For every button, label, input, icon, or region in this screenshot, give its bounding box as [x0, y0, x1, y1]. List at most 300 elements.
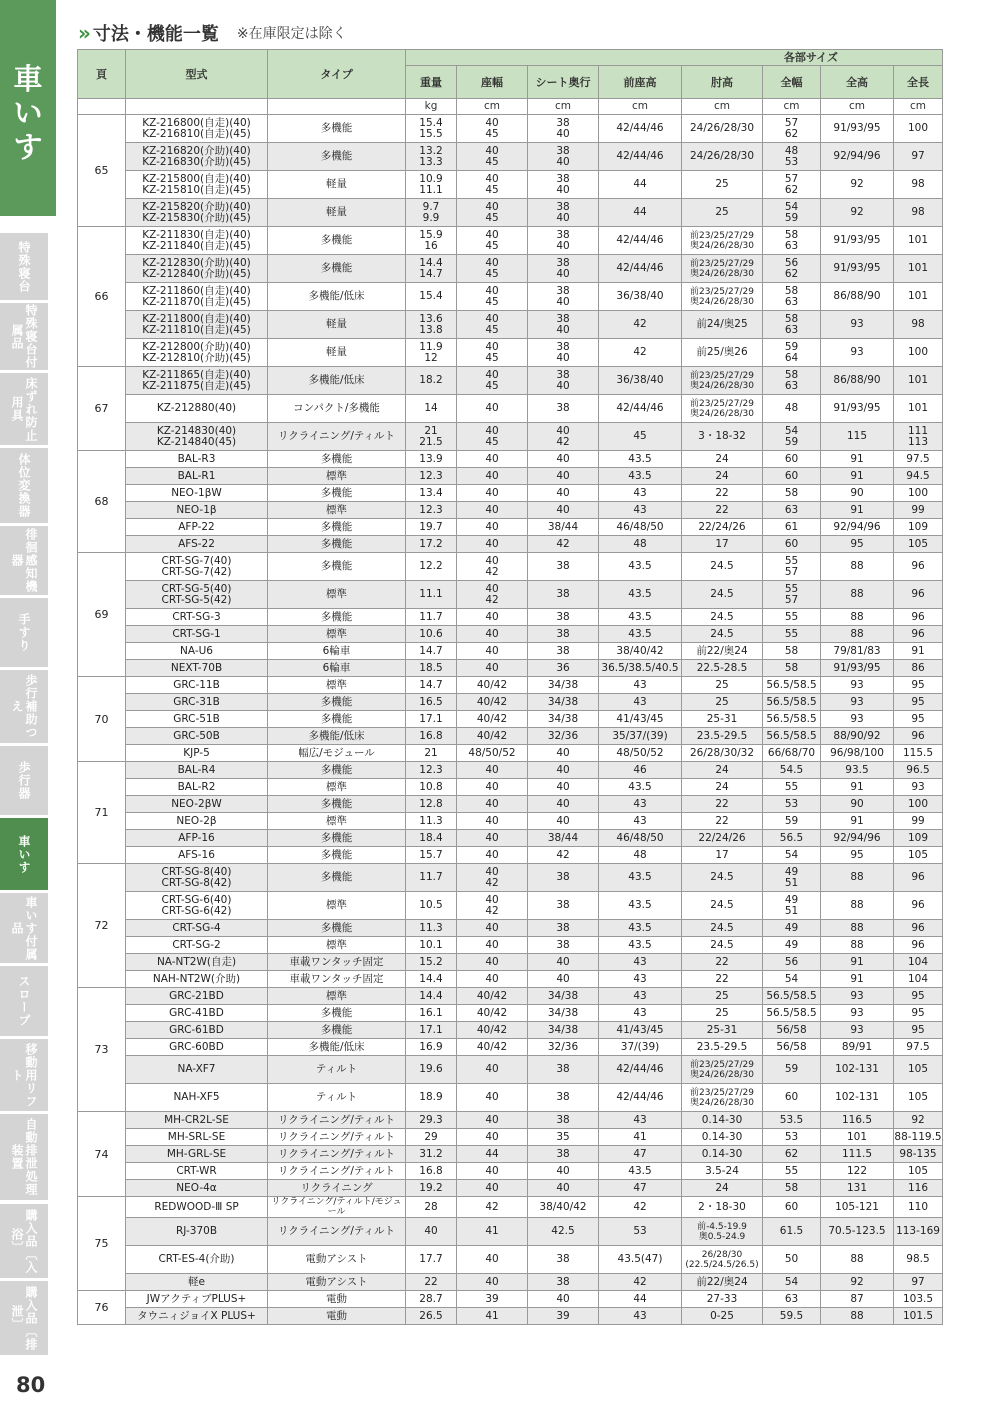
seat-depth-cell: 38 40	[528, 143, 599, 171]
model-cell: NEO-2βW	[126, 796, 268, 813]
overall-width-cell: 58	[763, 643, 821, 660]
type-cell: 軽量	[268, 199, 406, 227]
overall-width-cell: 56.5/58.5	[763, 694, 821, 711]
seat-depth-cell: 40	[528, 451, 599, 468]
seat-width-cell: 40	[457, 485, 528, 502]
sidebar-item[interactable]	[0, 893, 48, 963]
table-row	[78, 468, 943, 485]
table-row	[78, 1039, 943, 1056]
overall-width-cell: 57 62	[763, 115, 821, 143]
overall-height-cell: 88	[821, 553, 894, 581]
arm-height-cell: 3.5-24	[682, 1163, 763, 1180]
weight-cell: 11.3	[406, 813, 457, 830]
sidebar-item[interactable]	[0, 526, 48, 595]
sidebar-item[interactable]	[0, 818, 48, 890]
arm-height-cell: 0-25	[682, 1308, 763, 1325]
overall-length-cell: 99	[894, 813, 943, 830]
type-cell: リクライニング/ティルト	[268, 1146, 406, 1163]
unit-overall-length: cm	[894, 99, 943, 115]
seat-depth-cell: 34/38	[528, 988, 599, 1005]
overall-width-cell: 50	[763, 1246, 821, 1274]
model-cell: REDWOOD-Ⅲ SP	[126, 1197, 268, 1218]
seat-width-cell: 40	[457, 660, 528, 677]
model-cell: KZ-211860(自走)(40) KZ-211870(自走)(45)	[126, 283, 268, 311]
arm-height-cell: 0.14-30	[682, 1112, 763, 1129]
arm-height-cell: 前23/25/27/29 奥24/26/28/30	[682, 1084, 763, 1112]
sidebar-item[interactable]	[0, 1204, 48, 1278]
front-seat-height-cell: 42/44/46	[599, 1084, 682, 1112]
arm-height-cell: 24.5	[682, 626, 763, 643]
table-row	[78, 711, 943, 728]
seat-width-cell: 40	[457, 626, 528, 643]
overall-width-cell: 61.5	[763, 1218, 821, 1246]
model-cell: GRC-41BD	[126, 1005, 268, 1022]
seat-depth-cell: 38	[528, 1084, 599, 1112]
seat-depth-cell: 38	[528, 864, 599, 892]
arm-height-cell: 前23/25/27/29 奥24/26/28/30	[682, 283, 763, 311]
type-cell: 軽量	[268, 311, 406, 339]
table-row	[78, 1218, 943, 1246]
overall-width-cell: 56.5/58.5	[763, 988, 821, 1005]
sidebar-item-label: 車いす付属品	[10, 895, 38, 961]
col-header-overall-width: 全幅	[763, 66, 821, 99]
overall-width-cell: 59	[763, 1056, 821, 1084]
weight-cell: 14.4	[406, 988, 457, 1005]
overall-width-cell: 53	[763, 1129, 821, 1146]
weight-cell: 17.1	[406, 711, 457, 728]
page-ref-cell: 72	[78, 864, 126, 988]
arm-height-cell: 24	[682, 451, 763, 468]
overall-width-cell: 62	[763, 1146, 821, 1163]
seat-depth-cell: 40 42	[528, 423, 599, 451]
seat-depth-cell: 40	[528, 954, 599, 971]
overall-length-cell: 113-169	[894, 1218, 943, 1246]
model-cell: CRT-SG-6(40) CRT-SG-6(42)	[126, 892, 268, 920]
sidebar-item[interactable]	[0, 670, 48, 743]
seat-depth-cell: 38	[528, 1274, 599, 1291]
table-row	[78, 988, 943, 1005]
model-cell: AFS-22	[126, 536, 268, 553]
arm-height-cell: 0.14-30	[682, 1129, 763, 1146]
front-seat-height-cell: 42	[599, 339, 682, 367]
sidebar-item[interactable]	[0, 966, 48, 1036]
overall-height-cell: 91	[821, 451, 894, 468]
type-cell: 多機能	[268, 255, 406, 283]
arm-height-cell: 前22/奥24	[682, 643, 763, 660]
model-cell: BAL-R3	[126, 451, 268, 468]
sidebar-item[interactable]	[0, 598, 48, 667]
arm-height-cell: 22	[682, 485, 763, 502]
model-cell: タウニィジョイX PLUS+	[126, 1308, 268, 1325]
type-cell: リクライニング/ティルト	[268, 1163, 406, 1180]
table-row	[78, 115, 943, 143]
weight-cell: 10.9 11.1	[406, 171, 457, 199]
overall-length-cell: 97	[894, 143, 943, 171]
front-seat-height-cell: 42/44/46	[599, 1056, 682, 1084]
type-cell: 多機能/低床	[268, 728, 406, 745]
overall-length-cell: 105	[894, 847, 943, 864]
overall-width-cell: 58	[763, 660, 821, 677]
sidebar-item-label: 歩行器	[17, 761, 31, 800]
page-ref-cell: 70	[78, 677, 126, 762]
model-cell: KZ-211830(自走)(40) KZ-211840(自走)(45)	[126, 227, 268, 255]
seat-depth-cell: 40	[528, 971, 599, 988]
weight-cell: 11.7	[406, 609, 457, 626]
sidebar-item[interactable]	[0, 746, 48, 815]
overall-length-cell: 105	[894, 1163, 943, 1180]
type-cell: 多機能	[268, 451, 406, 468]
overall-width-cell: 55 57	[763, 581, 821, 609]
model-cell: NEXT-70B	[126, 660, 268, 677]
arm-height-cell: 25	[682, 1005, 763, 1022]
table-row	[78, 1180, 943, 1197]
arm-height-cell: 24/26/28/30	[682, 115, 763, 143]
front-seat-height-cell: 42/44/46	[599, 143, 682, 171]
model-cell: KJP-5	[126, 745, 268, 762]
table-row	[78, 813, 943, 830]
overall-length-cell: 95	[894, 711, 943, 728]
seat-depth-cell: 40	[528, 1291, 599, 1308]
overall-width-cell: 56.5/58.5	[763, 1005, 821, 1022]
table-row	[78, 1112, 943, 1129]
model-cell: CRT-SG-7(40) CRT-SG-7(42)	[126, 553, 268, 581]
overall-height-cell: 70.5-123.5	[821, 1218, 894, 1246]
weight-cell: 15.9 16	[406, 227, 457, 255]
weight-cell: 16.8	[406, 728, 457, 745]
overall-length-cell: 111 113	[894, 423, 943, 451]
weight-cell: 18.5	[406, 660, 457, 677]
weight-cell: 10.1	[406, 937, 457, 954]
table-row	[78, 1274, 943, 1291]
overall-width-cell: 49	[763, 937, 821, 954]
seat-width-cell: 40/42	[457, 694, 528, 711]
weight-cell: 26.5	[406, 1308, 457, 1325]
arm-height-cell: 前23/25/27/29 奥24/26/28/30	[682, 367, 763, 395]
seat-depth-cell: 34/38	[528, 694, 599, 711]
sidebar-item-label: 徘徊感知機器	[10, 528, 38, 593]
front-seat-height-cell: 43	[599, 796, 682, 813]
seat-width-cell: 40 45	[457, 283, 528, 311]
table-row	[78, 728, 943, 745]
unit-seat-width: cm	[457, 99, 528, 115]
table-row	[78, 1022, 943, 1039]
overall-width-cell: 55	[763, 609, 821, 626]
front-seat-height-cell: 45	[599, 423, 682, 451]
type-cell: 多機能	[268, 485, 406, 502]
seat-width-cell: 40 45	[457, 367, 528, 395]
overall-length-cell: 94.5	[894, 468, 943, 485]
type-cell: 6輪車	[268, 660, 406, 677]
overall-height-cell: 90	[821, 796, 894, 813]
overall-height-cell: 92/94/96	[821, 519, 894, 536]
col-header-overall-length: 全長	[894, 66, 943, 99]
front-seat-height-cell: 46	[599, 762, 682, 779]
unit-seat-depth: cm	[528, 99, 599, 115]
seat-depth-cell: 38 40	[528, 339, 599, 367]
page-ref-cell: 66	[78, 227, 126, 367]
model-cell: NA-U6	[126, 643, 268, 660]
sidebar-item-label: 移動用リフト	[10, 1042, 38, 1108]
overall-length-cell: 98	[894, 199, 943, 227]
weight-cell: 18.9	[406, 1084, 457, 1112]
sidebar-current-category[interactable]	[0, 0, 56, 216]
front-seat-height-cell: 43.5(47)	[599, 1246, 682, 1274]
model-cell: CRT-SG-3	[126, 609, 268, 626]
overall-width-cell: 55	[763, 626, 821, 643]
table-row	[78, 954, 943, 971]
front-seat-height-cell: 43.5	[599, 553, 682, 581]
overall-height-cell: 88	[821, 609, 894, 626]
front-seat-height-cell: 43.5	[599, 892, 682, 920]
type-cell: 標準	[268, 502, 406, 519]
arm-height-cell: 17	[682, 847, 763, 864]
type-cell: 標準	[268, 468, 406, 485]
type-cell: ティルト	[268, 1056, 406, 1084]
overall-height-cell: 91/93/95	[821, 227, 894, 255]
page-ref-cell: 75	[78, 1197, 126, 1291]
seat-depth-cell: 34/38	[528, 711, 599, 728]
overall-height-cell: 92	[821, 1274, 894, 1291]
arm-height-cell: 25-31	[682, 1022, 763, 1039]
front-seat-height-cell: 43.5	[599, 468, 682, 485]
table-row	[78, 1005, 943, 1022]
seat-width-cell: 40	[457, 971, 528, 988]
table-row	[78, 581, 943, 609]
arm-height-cell: 25	[682, 677, 763, 694]
arm-height-cell: 24.5	[682, 864, 763, 892]
overall-length-cell: 115.5	[894, 745, 943, 762]
front-seat-height-cell: 43.5	[599, 864, 682, 892]
front-seat-height-cell: 48/50/52	[599, 745, 682, 762]
arm-height-cell: 22/24/26	[682, 830, 763, 847]
overall-width-cell: 48	[763, 395, 821, 423]
overall-height-cell: 93	[821, 311, 894, 339]
seat-width-cell: 40	[457, 536, 528, 553]
seat-depth-cell: 38 40	[528, 311, 599, 339]
overall-width-cell: 55	[763, 1163, 821, 1180]
table-row	[78, 502, 943, 519]
front-seat-height-cell: 43	[599, 502, 682, 519]
unit-front-seat-height: cm	[599, 99, 682, 115]
sidebar-item-label: 床ずれ防止用具	[10, 376, 38, 442]
front-seat-height-cell: 42/44/46	[599, 395, 682, 423]
sidebar-item[interactable]	[0, 1281, 48, 1355]
overall-height-cell: 91/93/95	[821, 115, 894, 143]
col-header-page: 頁	[78, 50, 126, 99]
unit-overall-width: cm	[763, 99, 821, 115]
seat-width-cell: 40	[457, 796, 528, 813]
table-row	[78, 199, 943, 227]
sidebar-item[interactable]	[0, 233, 48, 300]
seat-depth-cell: 40	[528, 1163, 599, 1180]
arm-height-cell: 24.5	[682, 553, 763, 581]
sidebar-item[interactable]	[0, 448, 48, 523]
seat-width-cell: 40/42	[457, 711, 528, 728]
col-header-type: タイプ	[268, 50, 406, 99]
table-row	[78, 847, 943, 864]
sidebar-item-label: 体位変換器	[17, 453, 31, 518]
table-row	[78, 609, 943, 626]
overall-length-cell: 100	[894, 115, 943, 143]
type-cell: 多機能	[268, 694, 406, 711]
weight-cell: 13.4	[406, 485, 457, 502]
table-row	[78, 1146, 943, 1163]
model-cell: KZ-214830(40) KZ-214840(45)	[126, 423, 268, 451]
arm-height-cell: 22	[682, 796, 763, 813]
arm-height-cell: 25	[682, 694, 763, 711]
col-header-seat-depth: シート奥行	[528, 66, 599, 99]
table-row	[78, 762, 943, 779]
seat-width-cell: 40 42	[457, 553, 528, 581]
weight-cell: 11.1	[406, 581, 457, 609]
weight-cell: 21	[406, 745, 457, 762]
type-cell: リクライニング/ティルト	[268, 1218, 406, 1246]
type-cell: 多機能	[268, 519, 406, 536]
overall-height-cell: 91	[821, 502, 894, 519]
overall-length-cell: 100	[894, 339, 943, 367]
seat-depth-cell: 38 40	[528, 227, 599, 255]
weight-cell: 12.2	[406, 553, 457, 581]
overall-height-cell: 86/88/90	[821, 283, 894, 311]
type-cell: リクライニング/ティルト	[268, 423, 406, 451]
overall-width-cell: 53	[763, 796, 821, 813]
seat-width-cell: 44	[457, 1146, 528, 1163]
table-row	[78, 745, 943, 762]
overall-length-cell: 101	[894, 227, 943, 255]
model-cell: KZ-212830(介助)(40) KZ-212840(介助)(45)	[126, 255, 268, 283]
arm-height-cell: 24	[682, 468, 763, 485]
seat-depth-cell: 40	[528, 745, 599, 762]
overall-height-cell: 96/98/100	[821, 745, 894, 762]
weight-cell: 28	[406, 1197, 457, 1218]
model-cell: BAL-R4	[126, 762, 268, 779]
arm-height-cell: 23.5-29.5	[682, 1039, 763, 1056]
table-row	[78, 283, 943, 311]
overall-width-cell: 63	[763, 502, 821, 519]
seat-depth-cell: 38	[528, 626, 599, 643]
seat-depth-cell: 36	[528, 660, 599, 677]
seat-depth-cell: 38 40	[528, 283, 599, 311]
front-seat-height-cell: 43.5	[599, 626, 682, 643]
seat-depth-cell: 40	[528, 502, 599, 519]
arm-height-cell: 前25/奥26	[682, 339, 763, 367]
type-cell: コンパクト/多機能	[268, 395, 406, 423]
table-row	[78, 971, 943, 988]
weight-cell: 14.4	[406, 971, 457, 988]
table-row	[78, 796, 943, 813]
sidebar-item-label: 歩行補助つえ	[10, 674, 38, 739]
model-cell: CRT-SG-1	[126, 626, 268, 643]
overall-length-cell: 95	[894, 1022, 943, 1039]
type-cell: 多機能	[268, 762, 406, 779]
weight-cell: 18.4	[406, 830, 457, 847]
type-cell: 電動アシスト	[268, 1246, 406, 1274]
seat-width-cell: 40/42	[457, 1039, 528, 1056]
overall-width-cell: 54.5	[763, 762, 821, 779]
weight-cell: 15.4 15.5	[406, 115, 457, 143]
overall-width-cell: 58	[763, 1180, 821, 1197]
arm-height-cell: 前22/奥24	[682, 1274, 763, 1291]
overall-length-cell: 96	[894, 626, 943, 643]
arm-height-cell: 前23/25/27/29 奥24/26/28/30	[682, 1056, 763, 1084]
sidebar-item[interactable]	[0, 303, 48, 370]
weight-cell: 15.2	[406, 954, 457, 971]
seat-depth-cell: 38/44	[528, 519, 599, 536]
type-cell: 6輪車	[268, 643, 406, 660]
type-cell: 多機能	[268, 1022, 406, 1039]
type-cell: 車載ワンタッチ固定	[268, 954, 406, 971]
overall-height-cell: 91	[821, 954, 894, 971]
front-seat-height-cell: 37/(39)	[599, 1039, 682, 1056]
overall-length-cell: 98	[894, 171, 943, 199]
weight-cell: 10.8	[406, 779, 457, 796]
weight-cell: 16.5	[406, 694, 457, 711]
seat-width-cell: 40	[457, 954, 528, 971]
model-cell: BAL-R2	[126, 779, 268, 796]
seat-depth-cell: 42	[528, 847, 599, 864]
overall-width-cell: 58 63	[763, 227, 821, 255]
type-cell: 電動アシスト	[268, 1274, 406, 1291]
model-cell: NEO-1βW	[126, 485, 268, 502]
seat-width-cell: 40	[457, 468, 528, 485]
type-cell: 標準	[268, 892, 406, 920]
sidebar-item-label: 手すり	[17, 613, 31, 652]
unit-arm-height: cm	[682, 99, 763, 115]
seat-width-cell: 40	[457, 395, 528, 423]
model-cell: KZ-216820(介助)(40) KZ-216830(介助)(45)	[126, 143, 268, 171]
front-seat-height-cell: 43	[599, 813, 682, 830]
seat-depth-cell: 38	[528, 920, 599, 937]
overall-height-cell: 91/93/95	[821, 395, 894, 423]
seat-width-cell: 40/42	[457, 1022, 528, 1039]
type-cell: 電動	[268, 1291, 406, 1308]
model-cell: JWアクティブPLUS+	[126, 1291, 268, 1308]
arm-height-cell: 0.14-30	[682, 1146, 763, 1163]
seat-depth-cell: 38	[528, 643, 599, 660]
model-cell: MH-SRL-SE	[126, 1129, 268, 1146]
page-ref-cell: 76	[78, 1291, 126, 1325]
overall-length-cell: 105	[894, 1056, 943, 1084]
seat-depth-cell: 38	[528, 395, 599, 423]
weight-cell: 28.7	[406, 1291, 457, 1308]
model-cell: MH-GRL-SE	[126, 1146, 268, 1163]
type-cell: 標準	[268, 813, 406, 830]
group-header-sizes: 各部サイズ	[406, 50, 943, 66]
front-seat-height-cell: 43.5	[599, 451, 682, 468]
model-cell: KZ-211800(自走)(40) KZ-211810(自走)(45)	[126, 311, 268, 339]
sidebar-item[interactable]	[0, 1114, 48, 1200]
weight-cell: 40	[406, 1218, 457, 1246]
seat-depth-cell: 40	[528, 1180, 599, 1197]
sidebar-item[interactable]	[0, 1039, 48, 1111]
model-cell: GRC-61BD	[126, 1022, 268, 1039]
sidebar-item-label: 車いす	[17, 834, 31, 874]
overall-height-cell: 91/93/95	[821, 255, 894, 283]
weight-cell: 16.1	[406, 1005, 457, 1022]
overall-height-cell: 87	[821, 1291, 894, 1308]
arm-height-cell: 26/28/30/32	[682, 745, 763, 762]
seat-depth-cell: 38 40	[528, 115, 599, 143]
front-seat-height-cell: 43.5	[599, 920, 682, 937]
overall-width-cell: 49 51	[763, 892, 821, 920]
table-row	[78, 339, 943, 367]
overall-width-cell: 63	[763, 1291, 821, 1308]
overall-width-cell: 56/58	[763, 1039, 821, 1056]
sidebar-item[interactable]	[0, 373, 48, 445]
overall-length-cell: 91	[894, 643, 943, 660]
seat-width-cell: 40 42	[457, 892, 528, 920]
arm-height-cell: 25	[682, 171, 763, 199]
